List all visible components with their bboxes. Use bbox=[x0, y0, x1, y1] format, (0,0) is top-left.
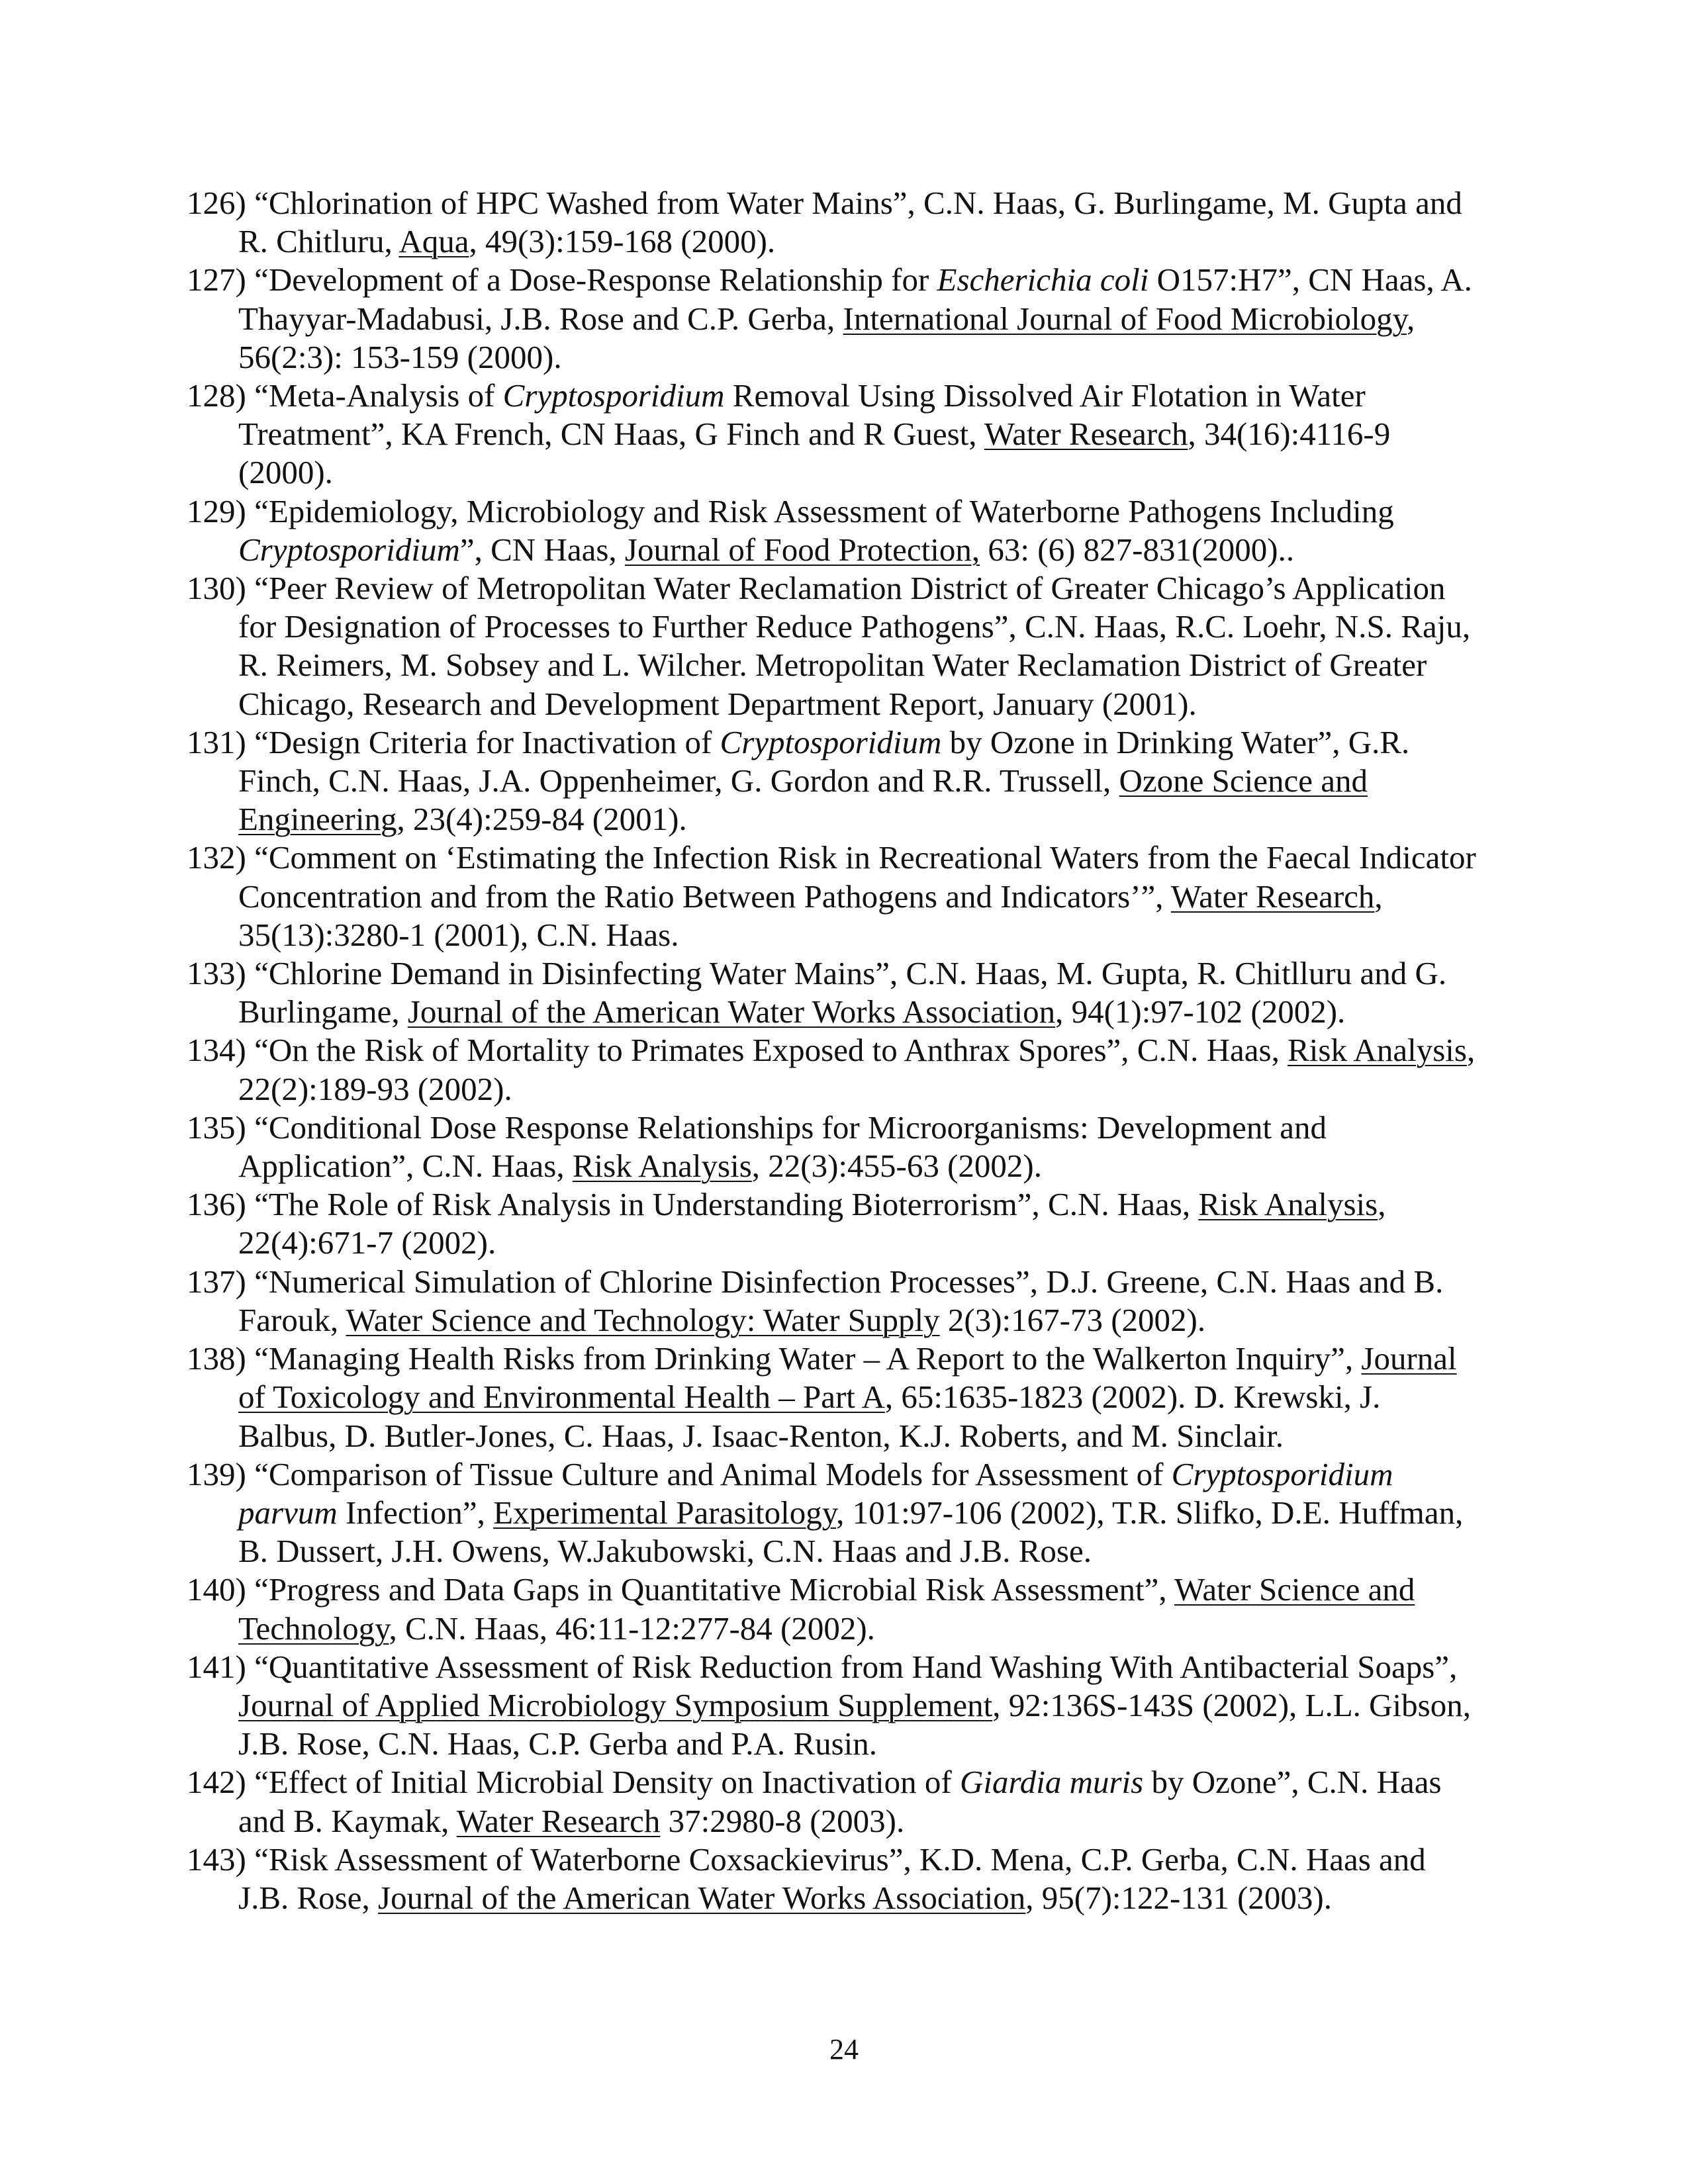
reference-text: “Comment on ‘Estimating the Infection Risk in Recreational Waters from the Faecal Indicator Concentration and from the Ratio Between Pathogens and Indicators’”, bbox=[238, 839, 1476, 915]
journal-title: Journal of the American Water Works Association bbox=[407, 993, 1056, 1030]
journal-title: Water Research bbox=[984, 416, 1188, 453]
reference-text: Infection”, bbox=[337, 1494, 494, 1531]
reference-number: 132) bbox=[187, 839, 246, 876]
journal-title: Water Research bbox=[456, 1802, 661, 1839]
reference-number: 143) bbox=[187, 1841, 246, 1878]
reference-text: “Chlorination of HPC Washed from Water Mains”, C.N. Haas, G. Burlingame, M. Gupta and R. Chitluru, bbox=[238, 185, 1462, 260]
reference-item bbox=[187, 723, 1484, 839]
reference-text: “Risk Assessment of Waterborne Coxsackievirus”, K.D. Mena, C.P. Gerba, C.N. Haas and J.B. Rose, bbox=[238, 1841, 1426, 1916]
reference-item bbox=[187, 1841, 1484, 1917]
journal-title: Journal of Applied Microbiology Symposium Supplement bbox=[238, 1686, 993, 1723]
journal-title: Journal of Toxicology and Environmental Health – Part A bbox=[238, 1340, 1457, 1416]
species-name: Cryptosporidium bbox=[502, 377, 725, 414]
reference-item bbox=[187, 569, 1484, 723]
journal-title: Risk Analysis bbox=[1198, 1186, 1378, 1223]
reference-text: , 49(3):159-168 (2000). bbox=[469, 223, 776, 260]
reference-item bbox=[187, 492, 1484, 569]
reference-text: “Meta-Analysis of bbox=[254, 377, 503, 414]
reference-text: “Effect of Initial Microbial Density on Inactivation of bbox=[254, 1764, 960, 1801]
reference-number: 131) bbox=[187, 723, 246, 760]
reference-item bbox=[187, 261, 1484, 377]
reference-item bbox=[187, 1763, 1484, 1840]
reference-item bbox=[187, 1263, 1484, 1340]
reference-item bbox=[187, 839, 1484, 954]
reference-text: , 101:97-106 (2002), T.R. Slifko, D.E. Huffman, B. Dussert, J.H. Owens, W.Jakubowski, C.N. Haas and J.B. Rose. bbox=[238, 1494, 1464, 1570]
reference-number: 136) bbox=[187, 1186, 246, 1223]
reference-text: “Managing Health Risks from Drinking Water – A Report to the Walkerton Inquiry”, bbox=[254, 1340, 1362, 1377]
reference-text: , 22(4):671-7 (2002). bbox=[238, 1186, 1386, 1261]
species-name: Cryptosporidium bbox=[238, 531, 460, 568]
species-name: Cryptosporidium parvum bbox=[238, 1455, 1393, 1531]
species-name: Giardia muris bbox=[959, 1764, 1144, 1801]
journal-title: Risk Analysis bbox=[1288, 1032, 1467, 1069]
reference-number: 142) bbox=[187, 1764, 246, 1801]
reference-text: “Design Criteria for Inactivation of bbox=[254, 723, 720, 760]
reference-number: 141) bbox=[187, 1648, 246, 1685]
reference-list bbox=[187, 184, 1484, 1917]
reference-text: “Numerical Simulation of Chlorine Disinfection Processes”, D.J. Greene, C.N. Haas and B. Farouk, bbox=[238, 1263, 1444, 1338]
reference-item bbox=[187, 1648, 1484, 1764]
reference-text: , 23(4):259-84 (2001). bbox=[397, 801, 687, 838]
reference-text: by Ozone in Drinking Water”, G.R. Finch, C.N. Haas, J.A. Oppenheimer, G. Gordon and R.R. Trussell, bbox=[238, 723, 1410, 799]
reference-text: , 94(1):97-102 (2002). bbox=[1055, 993, 1346, 1030]
reference-item bbox=[187, 1455, 1484, 1571]
reference-number: 127) bbox=[187, 261, 246, 298]
reference-text: “Progress and Data Gaps in Quantitative Microbial Risk Assessment”, bbox=[254, 1571, 1174, 1608]
reference-text: by Ozone”, C.N. Haas and B. Kaymak, bbox=[238, 1764, 1442, 1839]
reference-text: Removal Using Dissolved Air Flotation in Water Treatment”, KA French, CN Haas, G Finch and R Guest, bbox=[238, 377, 1366, 453]
reference-item bbox=[187, 377, 1484, 492]
journal-title: Journal of the American Water Works Association bbox=[378, 1879, 1026, 1916]
reference-item bbox=[187, 1570, 1484, 1647]
reference-text: “Conditional Dose Response Relationships for Microorganisms: Development and Application”, C.N. Haas, bbox=[238, 1109, 1327, 1185]
reference-text: , C.N. Haas, 46:11-12:277-84 (2002). bbox=[389, 1610, 875, 1647]
journal-title: Aqua bbox=[399, 223, 469, 260]
species-name: Escherichia coli bbox=[937, 261, 1149, 298]
reference-item bbox=[187, 1185, 1484, 1262]
page-number: 24 bbox=[829, 2033, 859, 2066]
reference-text: “Epidemiology, Microbiology and Risk Assessment of Waterborne Pathogens Including bbox=[254, 492, 1394, 529]
journal-title: International Journal of Food Microbiology bbox=[843, 300, 1407, 337]
reference-number: 128) bbox=[187, 377, 246, 414]
reference-item bbox=[187, 1031, 1484, 1108]
reference-number: 134) bbox=[187, 1032, 246, 1069]
reference-text: “Quantitative Assessment of Risk Reduction from Hand Washing With Antibacterial Soaps”, bbox=[254, 1648, 1458, 1685]
reference-text: 63: (6) 827-831(2000).. bbox=[980, 531, 1295, 568]
reference-number: 129) bbox=[187, 492, 246, 529]
reference-text: , 22(2):189-93 (2002). bbox=[238, 1032, 1476, 1107]
reference-text: “On the Risk of Mortality to Primates Exposed to Anthrax Spores”, C.N. Haas, bbox=[254, 1032, 1288, 1069]
reference-number: 139) bbox=[187, 1455, 246, 1492]
reference-text: ”, CN Haas, bbox=[459, 531, 625, 568]
reference-item bbox=[187, 954, 1484, 1031]
reference-text: “The Role of Risk Analysis in Understanding Bioterrorism”, C.N. Haas, bbox=[254, 1186, 1199, 1223]
reference-number: 130) bbox=[187, 570, 246, 607]
reference-text: 2(3):167-73 (2002). bbox=[939, 1301, 1206, 1338]
reference-number: 137) bbox=[187, 1263, 246, 1300]
reference-item bbox=[187, 1340, 1484, 1455]
reference-text: “Chlorine Demand in Disinfecting Water Mains”, C.N. Haas, M. Gupta, R. Chitlluru and G. Burlingame, bbox=[238, 955, 1447, 1030]
reference-number: 135) bbox=[187, 1109, 246, 1146]
reference-text: O157:H7”, CN Haas, A. Thayyar-Madabusi, J.B. Rose and C.P. Gerba, bbox=[238, 261, 1472, 337]
reference-number: 133) bbox=[187, 955, 246, 992]
journal-title: Risk Analysis bbox=[572, 1148, 752, 1185]
reference-text: , 35(13):3280-1 (2001), C.N. Haas. bbox=[238, 878, 1383, 953]
reference-number: 140) bbox=[187, 1571, 246, 1608]
reference-item bbox=[187, 184, 1484, 261]
reference-text: , 56(2:3): 153-159 (2000). bbox=[238, 300, 1415, 375]
reference-number: 126) bbox=[187, 185, 246, 221]
journal-title: Water Research bbox=[1170, 878, 1375, 915]
reference-number: 138) bbox=[187, 1340, 246, 1377]
reference-text: , 92:136S-143S (2002), L.L. Gibson, J.B. Rose, C.N. Haas, C.P. Gerba and P.A. Rusin. bbox=[238, 1686, 1471, 1762]
journal-title: Ozone Science and Engineering bbox=[238, 762, 1368, 838]
reference-text: “Comparison of Tissue Culture and Animal Models for Assessment of bbox=[254, 1455, 1172, 1492]
reference-item bbox=[187, 1109, 1484, 1185]
journal-title: Experimental Parasitology bbox=[493, 1494, 837, 1531]
reference-text: , 65:1635-1823 (2002). D. Krewski, J. Balbus, D. Butler-Jones, C. Haas, J. Isaac-Renton, K.J. Roberts, and M. Sinclair. bbox=[238, 1379, 1381, 1454]
journal-title: Water Science and Technology bbox=[238, 1571, 1415, 1647]
reference-text: 37:2980-8 (2003). bbox=[660, 1802, 905, 1839]
reference-text: , 95(7):122-131 (2003). bbox=[1025, 1879, 1332, 1916]
journal-title: Journal of Food Protection, bbox=[624, 531, 980, 568]
reference-text: , 22(3):455-63 (2002). bbox=[751, 1148, 1042, 1185]
reference-text: , 34(16):4116-9 (2000). bbox=[238, 416, 1391, 491]
journal-title: Water Science and Technology: Water Supply bbox=[346, 1301, 940, 1338]
species-name: Cryptosporidium bbox=[720, 723, 942, 760]
reference-text: “Development of a Dose-Response Relationship for bbox=[254, 261, 937, 298]
reference-text: “Peer Review of Metropolitan Water Reclamation District of Greater Chicago’s Application for Designation of Processes to Further Reduce Pathogens”, C.N. Haas, R.C. Loehr, N.S. Raju, R. Reimers, M. Sobsey and L. Wilcher. Metropolitan Water Reclamation District of Greater Chicago, Research and Development Department Report, January (2001). bbox=[238, 570, 1471, 722]
